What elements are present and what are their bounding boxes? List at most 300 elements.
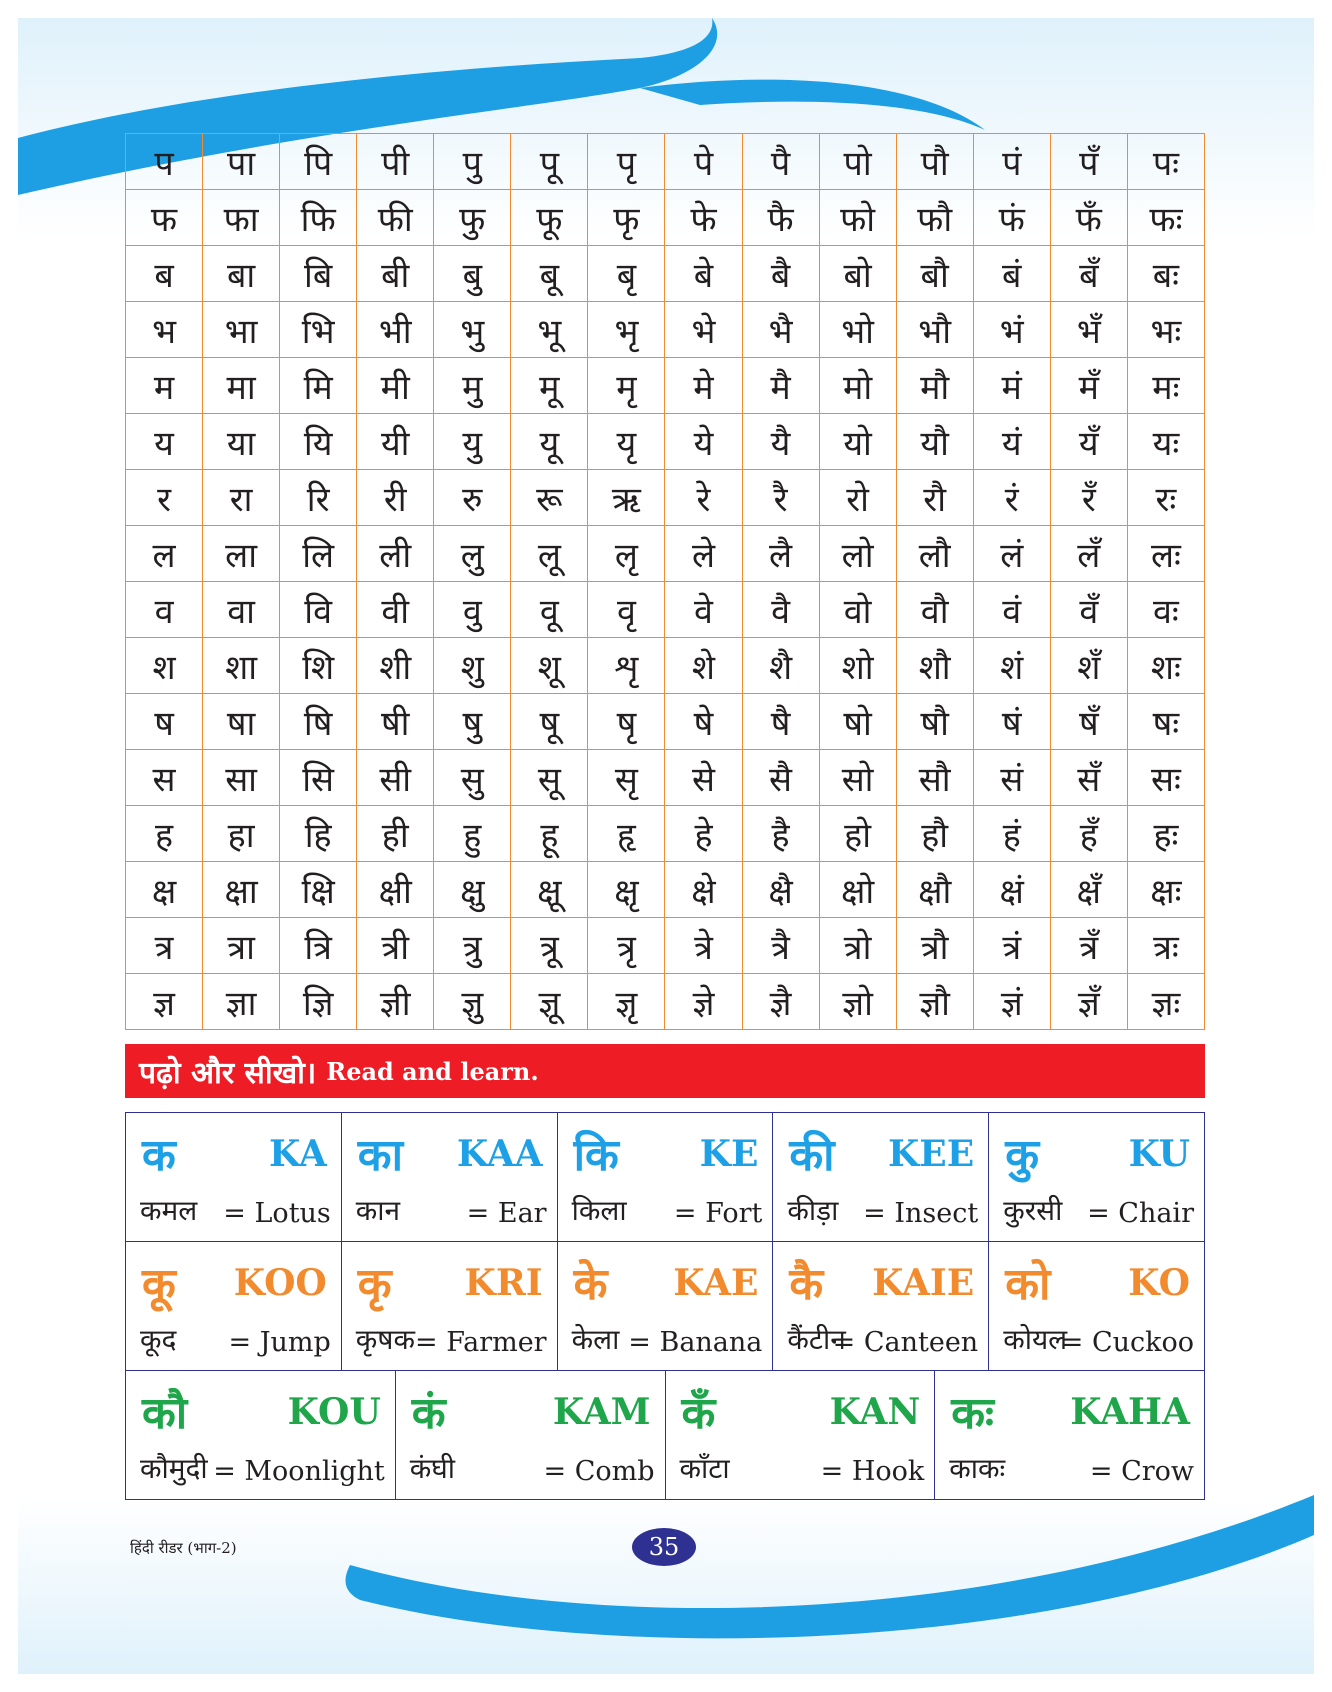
grid-cell: हे [665,806,742,862]
grid-cell: भि [280,302,357,358]
card-word: काँटा [679,1452,730,1485]
grid-cell: फू [511,190,588,246]
grid-cell: यः [1127,414,1204,470]
card-roman: KAIE [872,1262,975,1304]
card-word: कीड़ा [787,1194,839,1227]
grid-cell: वं [973,582,1050,638]
grid-cell: बो [819,246,896,302]
grid-cell: सो [819,750,896,806]
card-row [126,1113,1204,1242]
card-word: कमल [140,1194,198,1227]
grid-row [126,246,1205,302]
grid-cell: रु [434,470,511,526]
card-word: किला [571,1194,627,1227]
grid-cell: पी [357,134,434,190]
card-roman: KEE [888,1133,975,1175]
grid-cell: लृ [588,526,665,582]
grid-cell: बँ [1050,246,1127,302]
grid-row [126,862,1205,918]
card-roman: KRI [464,1262,543,1304]
grid-cell: फे [665,190,742,246]
grid-cell: ज्ञौ [896,974,973,1030]
grid-cell: पृ [588,134,665,190]
grid-cell: लौ [896,526,973,582]
card-word: कृषक [355,1323,415,1356]
grid-cell: षे [665,694,742,750]
grid-cell: फि [280,190,357,246]
syllable-grid [125,133,1205,1030]
grid-cell: भु [434,302,511,358]
grid-cell: पो [819,134,896,190]
grid-row [126,358,1205,414]
grid-cell: बी [357,246,434,302]
grid-cell: त्रं [973,918,1050,974]
grid-cell: त्रो [819,918,896,974]
grid-row [126,750,1205,806]
grid-cell: शौ [896,638,973,694]
grid-cell: बि [280,246,357,302]
grid-cell: ही [357,806,434,862]
card-word: काकः [949,1452,1006,1485]
grid-cell: वा [203,582,280,638]
grid-cell: रै [742,470,819,526]
card-word: केला [571,1323,620,1356]
grid-cell: ज्ञृ [588,974,665,1030]
grid-cell: व [126,582,203,638]
grid-cell: त्रा [203,918,280,974]
grid-cell: षः [1127,694,1204,750]
grid-cell: लं [973,526,1050,582]
grid-cell: ये [665,414,742,470]
grid-cell: त्री [357,918,434,974]
grid-cell: बः [1127,246,1204,302]
grid-cell: सौ [896,750,973,806]
card-roman: KAHA [1070,1391,1190,1433]
grid-cell: र [126,470,203,526]
card-word: कूद [140,1323,177,1356]
grid-cell: री [357,470,434,526]
card-letter: को [1005,1259,1051,1310]
grid-cell: वै [742,582,819,638]
grid-cell: त्रु [434,918,511,974]
letter-card [558,1113,774,1241]
grid-row [126,470,1205,526]
grid-cell: लू [511,526,588,582]
book-title: हिंदी रीडर (भाग-2) [130,1539,237,1557]
grid-cell: क्षो [819,862,896,918]
grid-cell: वृ [588,582,665,638]
card-roman: KU [1128,1133,1190,1175]
card-roman: KAA [456,1133,543,1175]
banner-english: Read and learn. [326,1056,539,1086]
grid-cell: शू [511,638,588,694]
grid-row [126,638,1205,694]
grid-cell: ल [126,526,203,582]
letter-card [989,1113,1204,1241]
grid-row [126,134,1205,190]
card-meaning: = Farmer [414,1327,547,1358]
grid-cell: भृ [588,302,665,358]
grid-cell: बे [665,246,742,302]
grid-cell: ज्ञै [742,974,819,1030]
grid-cell: क्षृ [588,862,665,918]
card-letter: कृ [357,1259,392,1310]
grid-cell: मू [511,358,588,414]
grid-row [126,302,1205,358]
grid-cell: ह [126,806,203,862]
grid-cell: है [742,806,819,862]
grid-cell: यि [280,414,357,470]
card-roman: KO [1128,1262,1190,1304]
grid-cell: ज्ञ [126,974,203,1030]
card-roman: KA [269,1133,327,1175]
grid-cell: शा [203,638,280,694]
card-word: कान [355,1194,401,1227]
grid-cell: हृ [588,806,665,862]
grid-cell: शु [434,638,511,694]
grid-cell: वः [1127,582,1204,638]
letter-cards [125,1112,1205,1500]
grid-cell: य [126,414,203,470]
grid-cell: पा [203,134,280,190]
letter-card [773,1113,989,1241]
page-number: 35 [632,1528,696,1566]
grid-cell: मो [819,358,896,414]
grid-cell: हँ [1050,806,1127,862]
card-meaning: = Jump [228,1327,331,1358]
grid-cell: वो [819,582,896,638]
grid-cell: त्रि [280,918,357,974]
grid-cell: मे [665,358,742,414]
grid-cell: षी [357,694,434,750]
bottom-swoosh [346,1495,1314,1638]
grid-cell: भँ [1050,302,1127,358]
grid-row [126,918,1205,974]
grid-cell: शं [973,638,1050,694]
grid-cell: शै [742,638,819,694]
grid-cell: फं [973,190,1050,246]
grid-cell: त्रै [742,918,819,974]
grid-cell: रि [280,470,357,526]
grid-cell: ज्ञो [819,974,896,1030]
grid-cell: षो [819,694,896,750]
grid-cell: सं [973,750,1050,806]
grid-cell: मः [1127,358,1204,414]
grid-cell: फँ [1050,190,1127,246]
grid-cell: त्रः [1127,918,1204,974]
grid-cell: शँ [1050,638,1127,694]
grid-cell: बै [742,246,819,302]
card-word: कौमुदी [140,1452,208,1485]
grid-row [126,190,1205,246]
letter-card [396,1371,666,1499]
grid-cell: षु [434,694,511,750]
grid-cell: षृ [588,694,665,750]
grid-cell: क्षि [280,862,357,918]
grid-cell: मु [434,358,511,414]
letter-card [126,1242,342,1370]
top-swoosh-tail [640,80,985,130]
grid-cell: म [126,358,203,414]
grid-cell: यै [742,414,819,470]
card-meaning: = Hook [820,1456,925,1487]
grid-cell: भा [203,302,280,358]
grid-cell: मि [280,358,357,414]
grid-cell: त्रे [665,918,742,974]
card-letter: कः [951,1388,994,1439]
grid-cell: फी [357,190,434,246]
grid-cell: बु [434,246,511,302]
grid-cell: ज्ञे [665,974,742,1030]
grid-cell: क्षी [357,862,434,918]
grid-cell: सी [357,750,434,806]
grid-cell: शो [819,638,896,694]
grid-cell: फा [203,190,280,246]
grid-cell: यँ [1050,414,1127,470]
grid-cell: मा [203,358,280,414]
grid-cell: शी [357,638,434,694]
grid-cell: सा [203,750,280,806]
grid-cell: शः [1127,638,1204,694]
grid-cell: ला [203,526,280,582]
grid-cell: मौ [896,358,973,414]
grid-cell: वँ [1050,582,1127,638]
grid-cell: ज्ञं [973,974,1050,1030]
letter-card [342,1242,558,1370]
grid-cell: हः [1127,806,1204,862]
grid-cell: यू [511,414,588,470]
grid-cell: बौ [896,246,973,302]
grid-cell: क्षौ [896,862,973,918]
grid-cell: रू [511,470,588,526]
grid-cell: बू [511,246,588,302]
grid-cell: बं [973,246,1050,302]
grid-cell: त्र [126,918,203,974]
grid-cell: रं [973,470,1050,526]
grid-cell: लः [1127,526,1204,582]
grid-row [126,806,1205,862]
grid-cell: शृ [588,638,665,694]
grid-cell: षँ [1050,694,1127,750]
grid-cell: फो [819,190,896,246]
letter-card [773,1242,989,1370]
grid-cell: रे [665,470,742,526]
card-letter: के [573,1259,608,1310]
grid-cell: क्षं [973,862,1050,918]
grid-cell: शि [280,638,357,694]
grid-cell: यं [973,414,1050,470]
grid-cell: फै [742,190,819,246]
grid-cell: वी [357,582,434,638]
grid-cell: लि [280,526,357,582]
grid-cell: पै [742,134,819,190]
grid-cell: पे [665,134,742,190]
card-row [126,1242,1204,1371]
grid-cell: क्षा [203,862,280,918]
grid-cell: ज्ञू [511,974,588,1030]
grid-cell: त्रृ [588,918,665,974]
grid-cell: रँ [1050,470,1127,526]
grid-cell: ज्ञु [434,974,511,1030]
grid-cell: या [203,414,280,470]
card-letter: कि [573,1130,619,1181]
card-word: कुरसी [1003,1194,1063,1227]
grid-cell: मँ [1050,358,1127,414]
grid-cell: रः [1127,470,1204,526]
grid-cell: पँ [1050,134,1127,190]
grid-row [126,694,1205,750]
read-and-learn-banner [125,1044,1205,1098]
grid-cell: भू [511,302,588,358]
card-roman: KAN [829,1391,921,1433]
grid-cell: त्रू [511,918,588,974]
card-letter: कँ [681,1388,716,1439]
grid-cell: क्षँ [1050,862,1127,918]
card-letter: कू [142,1259,176,1310]
grid-row [126,974,1205,1030]
card-roman: KAE [673,1262,759,1304]
grid-cell: भो [819,302,896,358]
card-word: कोयल [1003,1323,1068,1356]
grid-cell: फः [1127,190,1204,246]
grid-cell: पौ [896,134,973,190]
grid-cell: मै [742,358,819,414]
grid-cell: ज्ञँ [1050,974,1127,1030]
grid-cell: फृ [588,190,665,246]
card-meaning: = Moonlight [213,1456,385,1487]
grid-cell: क्षू [511,862,588,918]
grid-cell: बा [203,246,280,302]
grid-cell: हा [203,806,280,862]
grid-cell: हू [511,806,588,862]
grid-cell: हु [434,806,511,862]
grid-cell: वू [511,582,588,638]
grid-cell: मी [357,358,434,414]
grid-cell: षा [203,694,280,750]
grid-cell: षि [280,694,357,750]
card-letter: का [357,1130,403,1181]
grid-cell: पं [973,134,1050,190]
grid-cell: बृ [588,246,665,302]
letter-card [126,1371,396,1499]
grid-cell: स [126,750,203,806]
grid-cell: भ [126,302,203,358]
grid-cell: यौ [896,414,973,470]
letter-card [558,1242,774,1370]
grid-cell: लै [742,526,819,582]
grid-cell: यो [819,414,896,470]
card-meaning: = Lotus [223,1198,331,1229]
grid-cell: रो [819,470,896,526]
grid-cell: वौ [896,582,973,638]
card-roman: KOU [287,1391,381,1433]
grid-cell: त्रौ [896,918,973,974]
grid-cell: यृ [588,414,665,470]
grid-cell: हि [280,806,357,862]
grid-cell: क्षे [665,862,742,918]
grid-cell: षू [511,694,588,750]
grid-cell: पः [1127,134,1204,190]
grid-row [126,582,1205,638]
card-meaning: = Chair [1087,1198,1194,1229]
grid-cell: रा [203,470,280,526]
card-letter: कौ [142,1388,188,1439]
card-roman: KAM [552,1391,651,1433]
card-meaning: = Insect [863,1198,979,1229]
letter-card [126,1113,342,1241]
letter-card [935,1371,1204,1499]
grid-cell: वु [434,582,511,638]
grid-cell: षै [742,694,819,750]
grid-cell: लु [434,526,511,582]
grid-cell: ब [126,246,203,302]
grid-cell: ज्ञः [1127,974,1204,1030]
grid-cell: ज्ञि [280,974,357,1030]
grid-cell: यु [434,414,511,470]
grid-cell: हं [973,806,1050,862]
grid-cell: सृ [588,750,665,806]
grid-cell: सँ [1050,750,1127,806]
grid-cell: ली [357,526,434,582]
grid-cell: लँ [1050,526,1127,582]
grid-cell: भै [742,302,819,358]
card-meaning: = Fort [673,1198,763,1229]
letter-card [989,1242,1204,1370]
grid-cell: रौ [896,470,973,526]
grid-cell: ज्ञी [357,974,434,1030]
grid-cell: फु [434,190,511,246]
grid-cell: भी [357,302,434,358]
grid-cell: षौ [896,694,973,750]
grid-cell: क्षै [742,862,819,918]
grid-cell: वि [280,582,357,638]
card-meaning: = Comb [543,1456,655,1487]
grid-cell: लो [819,526,896,582]
card-letter: कं [411,1388,446,1439]
card-letter: की [789,1130,835,1181]
card-meaning: = Canteen [832,1327,979,1358]
grid-row [126,526,1205,582]
card-word: कंघी [409,1452,456,1485]
grid-cell: क्षु [434,862,511,918]
grid-cell: त्रँ [1050,918,1127,974]
card-word: कैंटीन [787,1323,846,1356]
grid-cell: पि [280,134,357,190]
grid-cell: फौ [896,190,973,246]
card-letter: कु [1005,1130,1039,1181]
grid-cell: पु [434,134,511,190]
grid-cell: फ [126,190,203,246]
grid-cell: भे [665,302,742,358]
grid-cell: हो [819,806,896,862]
card-meaning: = Banana [628,1327,763,1358]
grid-cell: सू [511,750,588,806]
grid-cell: से [665,750,742,806]
grid-cell: मं [973,358,1050,414]
grid-cell: सु [434,750,511,806]
grid-cell: सि [280,750,357,806]
grid-cell: सः [1127,750,1204,806]
card-meaning: = Crow [1089,1456,1194,1487]
grid-cell: पू [511,134,588,190]
letter-card [666,1371,936,1499]
grid-cell: भौ [896,302,973,358]
grid-cell: षं [973,694,1050,750]
card-letter: कै [789,1259,824,1310]
grid-cell: ज्ञा [203,974,280,1030]
grid-cell: प [126,134,203,190]
grid-cell: ले [665,526,742,582]
